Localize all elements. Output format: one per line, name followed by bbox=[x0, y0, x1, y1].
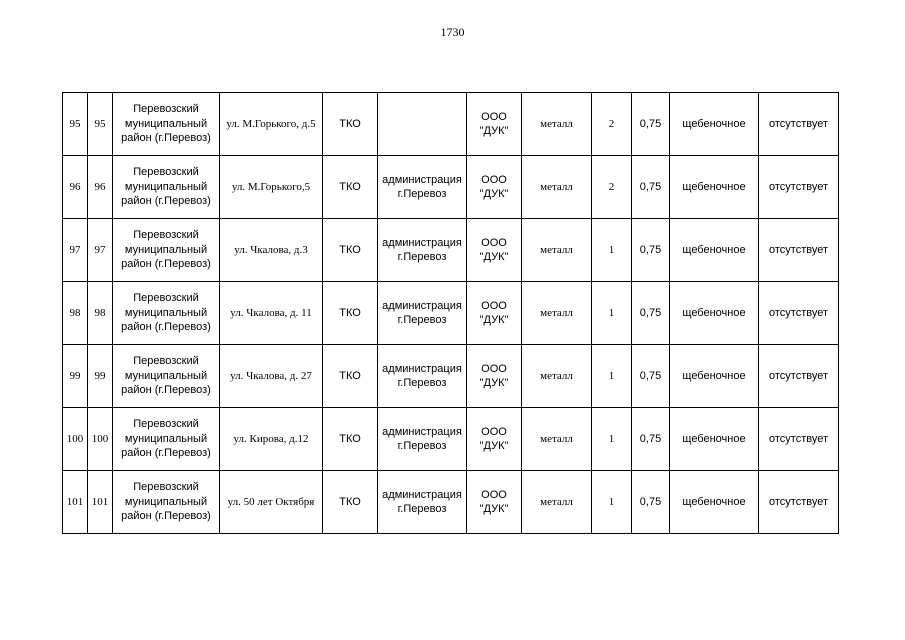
row-number-cell: 100 bbox=[63, 408, 88, 471]
owner-cell: администрация г.Перевоз bbox=[378, 408, 467, 471]
object-number-cell: 95 bbox=[88, 93, 113, 156]
volume-cell: 0,75 bbox=[632, 408, 670, 471]
fence-cell: отсутствует bbox=[759, 156, 839, 219]
table-row bbox=[63, 408, 839, 471]
address-cell: ул. Кирова, д.12 bbox=[220, 408, 323, 471]
object-number-cell: 98 bbox=[88, 282, 113, 345]
material-cell: металл bbox=[522, 345, 592, 408]
registry-body bbox=[63, 93, 839, 534]
waste-type-cell: ТКО bbox=[323, 282, 378, 345]
container-count-cell: 1 bbox=[592, 219, 632, 282]
district-cell: Перевозский муниципальный район (г.Перевоз) bbox=[113, 345, 220, 408]
surface-cell: щебеночное bbox=[670, 345, 759, 408]
page-number: 1730 bbox=[440, 25, 465, 39]
row-number-cell: 101 bbox=[63, 471, 88, 534]
owner-cell bbox=[378, 93, 467, 156]
waste-type-cell: ТКО bbox=[323, 345, 378, 408]
row-number-cell: 99 bbox=[63, 345, 88, 408]
address-cell: ул. Чкалова, д. 27 bbox=[220, 345, 323, 408]
row-number-cell: 95 bbox=[63, 93, 88, 156]
container-count-cell: 1 bbox=[592, 345, 632, 408]
object-number-cell: 97 bbox=[88, 219, 113, 282]
material-cell: металл bbox=[522, 219, 592, 282]
fence-cell: отсутствует bbox=[759, 219, 839, 282]
container-count-cell: 2 bbox=[592, 93, 632, 156]
table-row bbox=[63, 219, 839, 282]
container-count-cell: 1 bbox=[592, 408, 632, 471]
volume-cell: 0,75 bbox=[632, 345, 670, 408]
district-cell: Перевозский муниципальный район (г.Перевоз) bbox=[113, 93, 220, 156]
material-cell: металл bbox=[522, 282, 592, 345]
operator-cell: ООО "ДУК" bbox=[467, 282, 522, 345]
object-number-cell: 96 bbox=[88, 156, 113, 219]
row-number-cell: 96 bbox=[63, 156, 88, 219]
owner-cell: администрация г.Перевоз bbox=[378, 282, 467, 345]
container-count-cell: 2 bbox=[592, 156, 632, 219]
object-number-cell: 100 bbox=[88, 408, 113, 471]
table-row bbox=[63, 93, 839, 156]
surface-cell: щебеночное bbox=[670, 219, 759, 282]
operator-cell: ООО "ДУК" bbox=[467, 156, 522, 219]
address-cell: ул. Чкалова, д. 11 bbox=[220, 282, 323, 345]
volume-cell: 0,75 bbox=[632, 219, 670, 282]
operator-cell: ООО "ДУК" bbox=[467, 93, 522, 156]
owner-cell: администрация г.Перевоз bbox=[378, 345, 467, 408]
fence-cell: отсутствует bbox=[759, 471, 839, 534]
waste-type-cell: ТКО bbox=[323, 219, 378, 282]
fence-cell: отсутствует bbox=[759, 282, 839, 345]
waste-type-cell: ТКО bbox=[323, 93, 378, 156]
address-cell: ул. М.Горького, д.5 bbox=[220, 93, 323, 156]
waste-type-cell: ТКО bbox=[323, 471, 378, 534]
material-cell: металл bbox=[522, 93, 592, 156]
surface-cell: щебеночное bbox=[670, 282, 759, 345]
volume-cell: 0,75 bbox=[632, 282, 670, 345]
operator-cell: ООО "ДУК" bbox=[467, 408, 522, 471]
owner-cell: администрация г.Перевоз bbox=[378, 156, 467, 219]
volume-cell: 0,75 bbox=[632, 471, 670, 534]
surface-cell: щебеночное bbox=[670, 408, 759, 471]
address-cell: ул. М.Горького,5 bbox=[220, 156, 323, 219]
material-cell: металл bbox=[522, 471, 592, 534]
operator-cell: ООО "ДУК" bbox=[467, 471, 522, 534]
table-row bbox=[63, 156, 839, 219]
table-row bbox=[63, 345, 839, 408]
object-number-cell: 99 bbox=[88, 345, 113, 408]
fence-cell: отсутствует bbox=[759, 408, 839, 471]
waste-type-cell: ТКО bbox=[323, 408, 378, 471]
district-cell: Перевозский муниципальный район (г.Перевоз) bbox=[113, 282, 220, 345]
fence-cell: отсутствует bbox=[759, 345, 839, 408]
table-row bbox=[63, 282, 839, 345]
district-cell: Перевозский муниципальный район (г.Перевоз) bbox=[113, 471, 220, 534]
fence-cell: отсутствует bbox=[759, 93, 839, 156]
address-cell: ул. 50 лет Октября bbox=[220, 471, 323, 534]
material-cell: металл bbox=[522, 408, 592, 471]
material-cell: металл bbox=[522, 156, 592, 219]
waste-type-cell: ТКО bbox=[323, 156, 378, 219]
district-cell: Перевозский муниципальный район (г.Перевоз) bbox=[113, 156, 220, 219]
surface-cell: щебеночное bbox=[670, 471, 759, 534]
operator-cell: ООО "ДУК" bbox=[467, 219, 522, 282]
surface-cell: щебеночное bbox=[670, 93, 759, 156]
row-number-cell: 97 bbox=[63, 219, 88, 282]
district-cell: Перевозский муниципальный район (г.Перевоз) bbox=[113, 408, 220, 471]
operator-cell: ООО "ДУК" bbox=[467, 345, 522, 408]
district-cell: Перевозский муниципальный район (г.Перевоз) bbox=[113, 219, 220, 282]
registry-table bbox=[62, 92, 839, 534]
volume-cell: 0,75 bbox=[632, 93, 670, 156]
table-row bbox=[63, 471, 839, 534]
container-count-cell: 1 bbox=[592, 471, 632, 534]
owner-cell: администрация г.Перевоз bbox=[378, 471, 467, 534]
container-count-cell: 1 bbox=[592, 282, 632, 345]
object-number-cell: 101 bbox=[88, 471, 113, 534]
row-number-cell: 98 bbox=[63, 282, 88, 345]
address-cell: ул. Чкалова, д.3 bbox=[220, 219, 323, 282]
owner-cell: администрация г.Перевоз bbox=[378, 219, 467, 282]
volume-cell: 0,75 bbox=[632, 156, 670, 219]
surface-cell: щебеночное bbox=[670, 156, 759, 219]
